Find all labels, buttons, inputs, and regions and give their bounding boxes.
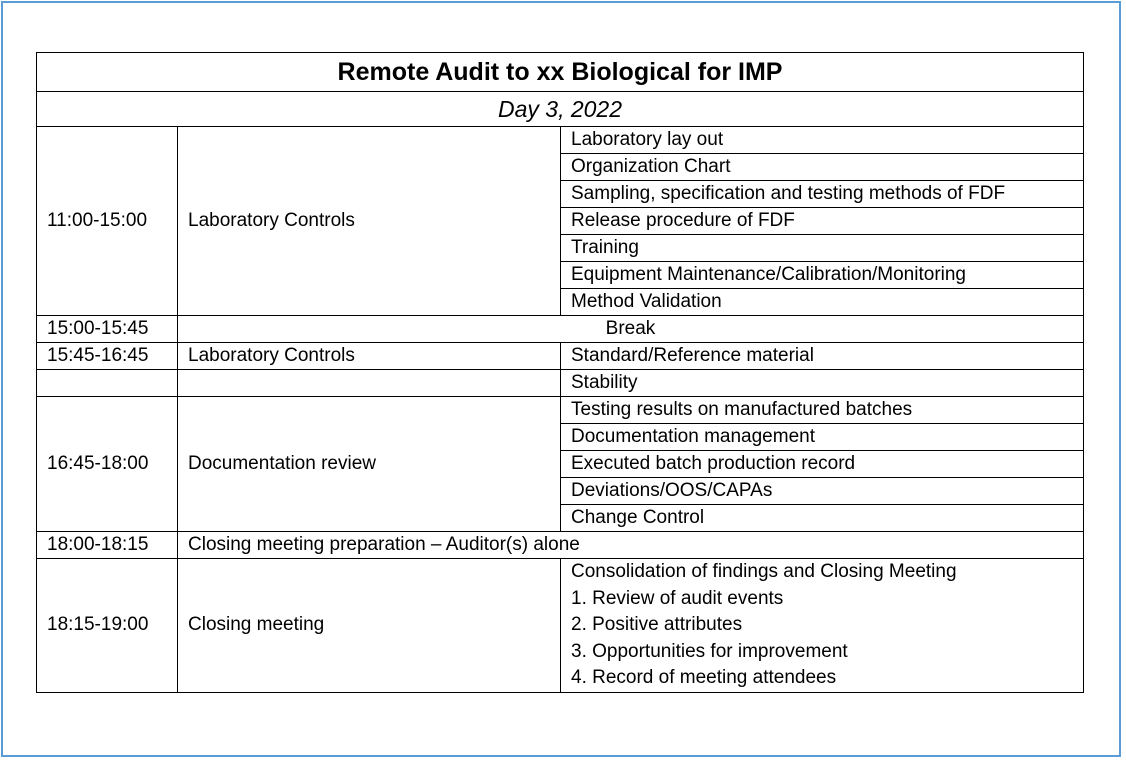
table-row bbox=[37, 532, 1084, 559]
item-cell: Sampling, specification and testing methods of FDF bbox=[561, 181, 1084, 208]
item-cell: Standard/Reference material bbox=[561, 343, 1084, 370]
item-cell: Method Validation bbox=[561, 289, 1084, 316]
agenda-table bbox=[36, 52, 1084, 693]
list-item: 4. Record of meeting attendees bbox=[571, 667, 837, 688]
agenda-title: Remote Audit to xx Biological for IMP bbox=[37, 53, 1084, 92]
topic-cell: Laboratory Controls bbox=[178, 343, 561, 370]
item-cell: Change Control bbox=[561, 505, 1084, 532]
table-row bbox=[37, 397, 1084, 424]
topic-cell: Laboratory Controls bbox=[178, 127, 561, 316]
table-row bbox=[37, 370, 1084, 397]
item-cell: Documentation management bbox=[561, 424, 1084, 451]
topic-cell: Documentation review bbox=[178, 397, 561, 532]
item-cell: Release procedure of FDF bbox=[561, 208, 1084, 235]
list-item: 3. Opportunities for improvement bbox=[571, 640, 848, 662]
item-cell: Equipment Maintenance/Calibration/Monitoring bbox=[561, 262, 1084, 289]
list-item: 1. Review of audit events bbox=[571, 587, 784, 609]
topic-cell: Closing meeting bbox=[178, 559, 561, 693]
table-row bbox=[37, 343, 1084, 370]
list-item: Consolidation of findings and Closing Meeting bbox=[571, 561, 957, 582]
topic-cell-empty bbox=[178, 370, 561, 397]
agenda-day: Day 3, 2022 bbox=[37, 92, 1084, 127]
topic-cell: Closing meeting preparation – Auditor(s) alone bbox=[178, 532, 1084, 559]
time-cell: 16:45-18:00 bbox=[37, 397, 178, 532]
item-cell: Organization Chart bbox=[561, 154, 1084, 181]
item-cell: Training bbox=[561, 235, 1084, 262]
time-cell: 11:00-15:00 bbox=[37, 127, 178, 316]
time-cell-empty bbox=[37, 370, 178, 397]
break-cell: Break bbox=[178, 316, 1084, 343]
time-cell: 18:15-19:00 bbox=[37, 559, 178, 693]
item-cell: Executed batch production record bbox=[561, 451, 1084, 478]
table-row bbox=[37, 559, 1084, 693]
item-cell: Stability bbox=[561, 370, 1084, 397]
time-cell: 15:00-15:45 bbox=[37, 316, 178, 343]
time-cell: 18:00-18:15 bbox=[37, 532, 178, 559]
item-cell: Deviations/OOS/CAPAs bbox=[561, 478, 1084, 505]
time-cell: 15:45-16:45 bbox=[37, 343, 178, 370]
item-cell: Laboratory lay out bbox=[561, 127, 1084, 154]
list-item: 2. Positive attributes bbox=[571, 614, 743, 635]
day-row bbox=[37, 92, 1084, 127]
title-row bbox=[37, 53, 1084, 92]
item-list-cell bbox=[561, 559, 1084, 693]
table-row bbox=[37, 127, 1084, 154]
table-row bbox=[37, 316, 1084, 343]
item-cell: Testing results on manufactured batches bbox=[561, 397, 1084, 424]
